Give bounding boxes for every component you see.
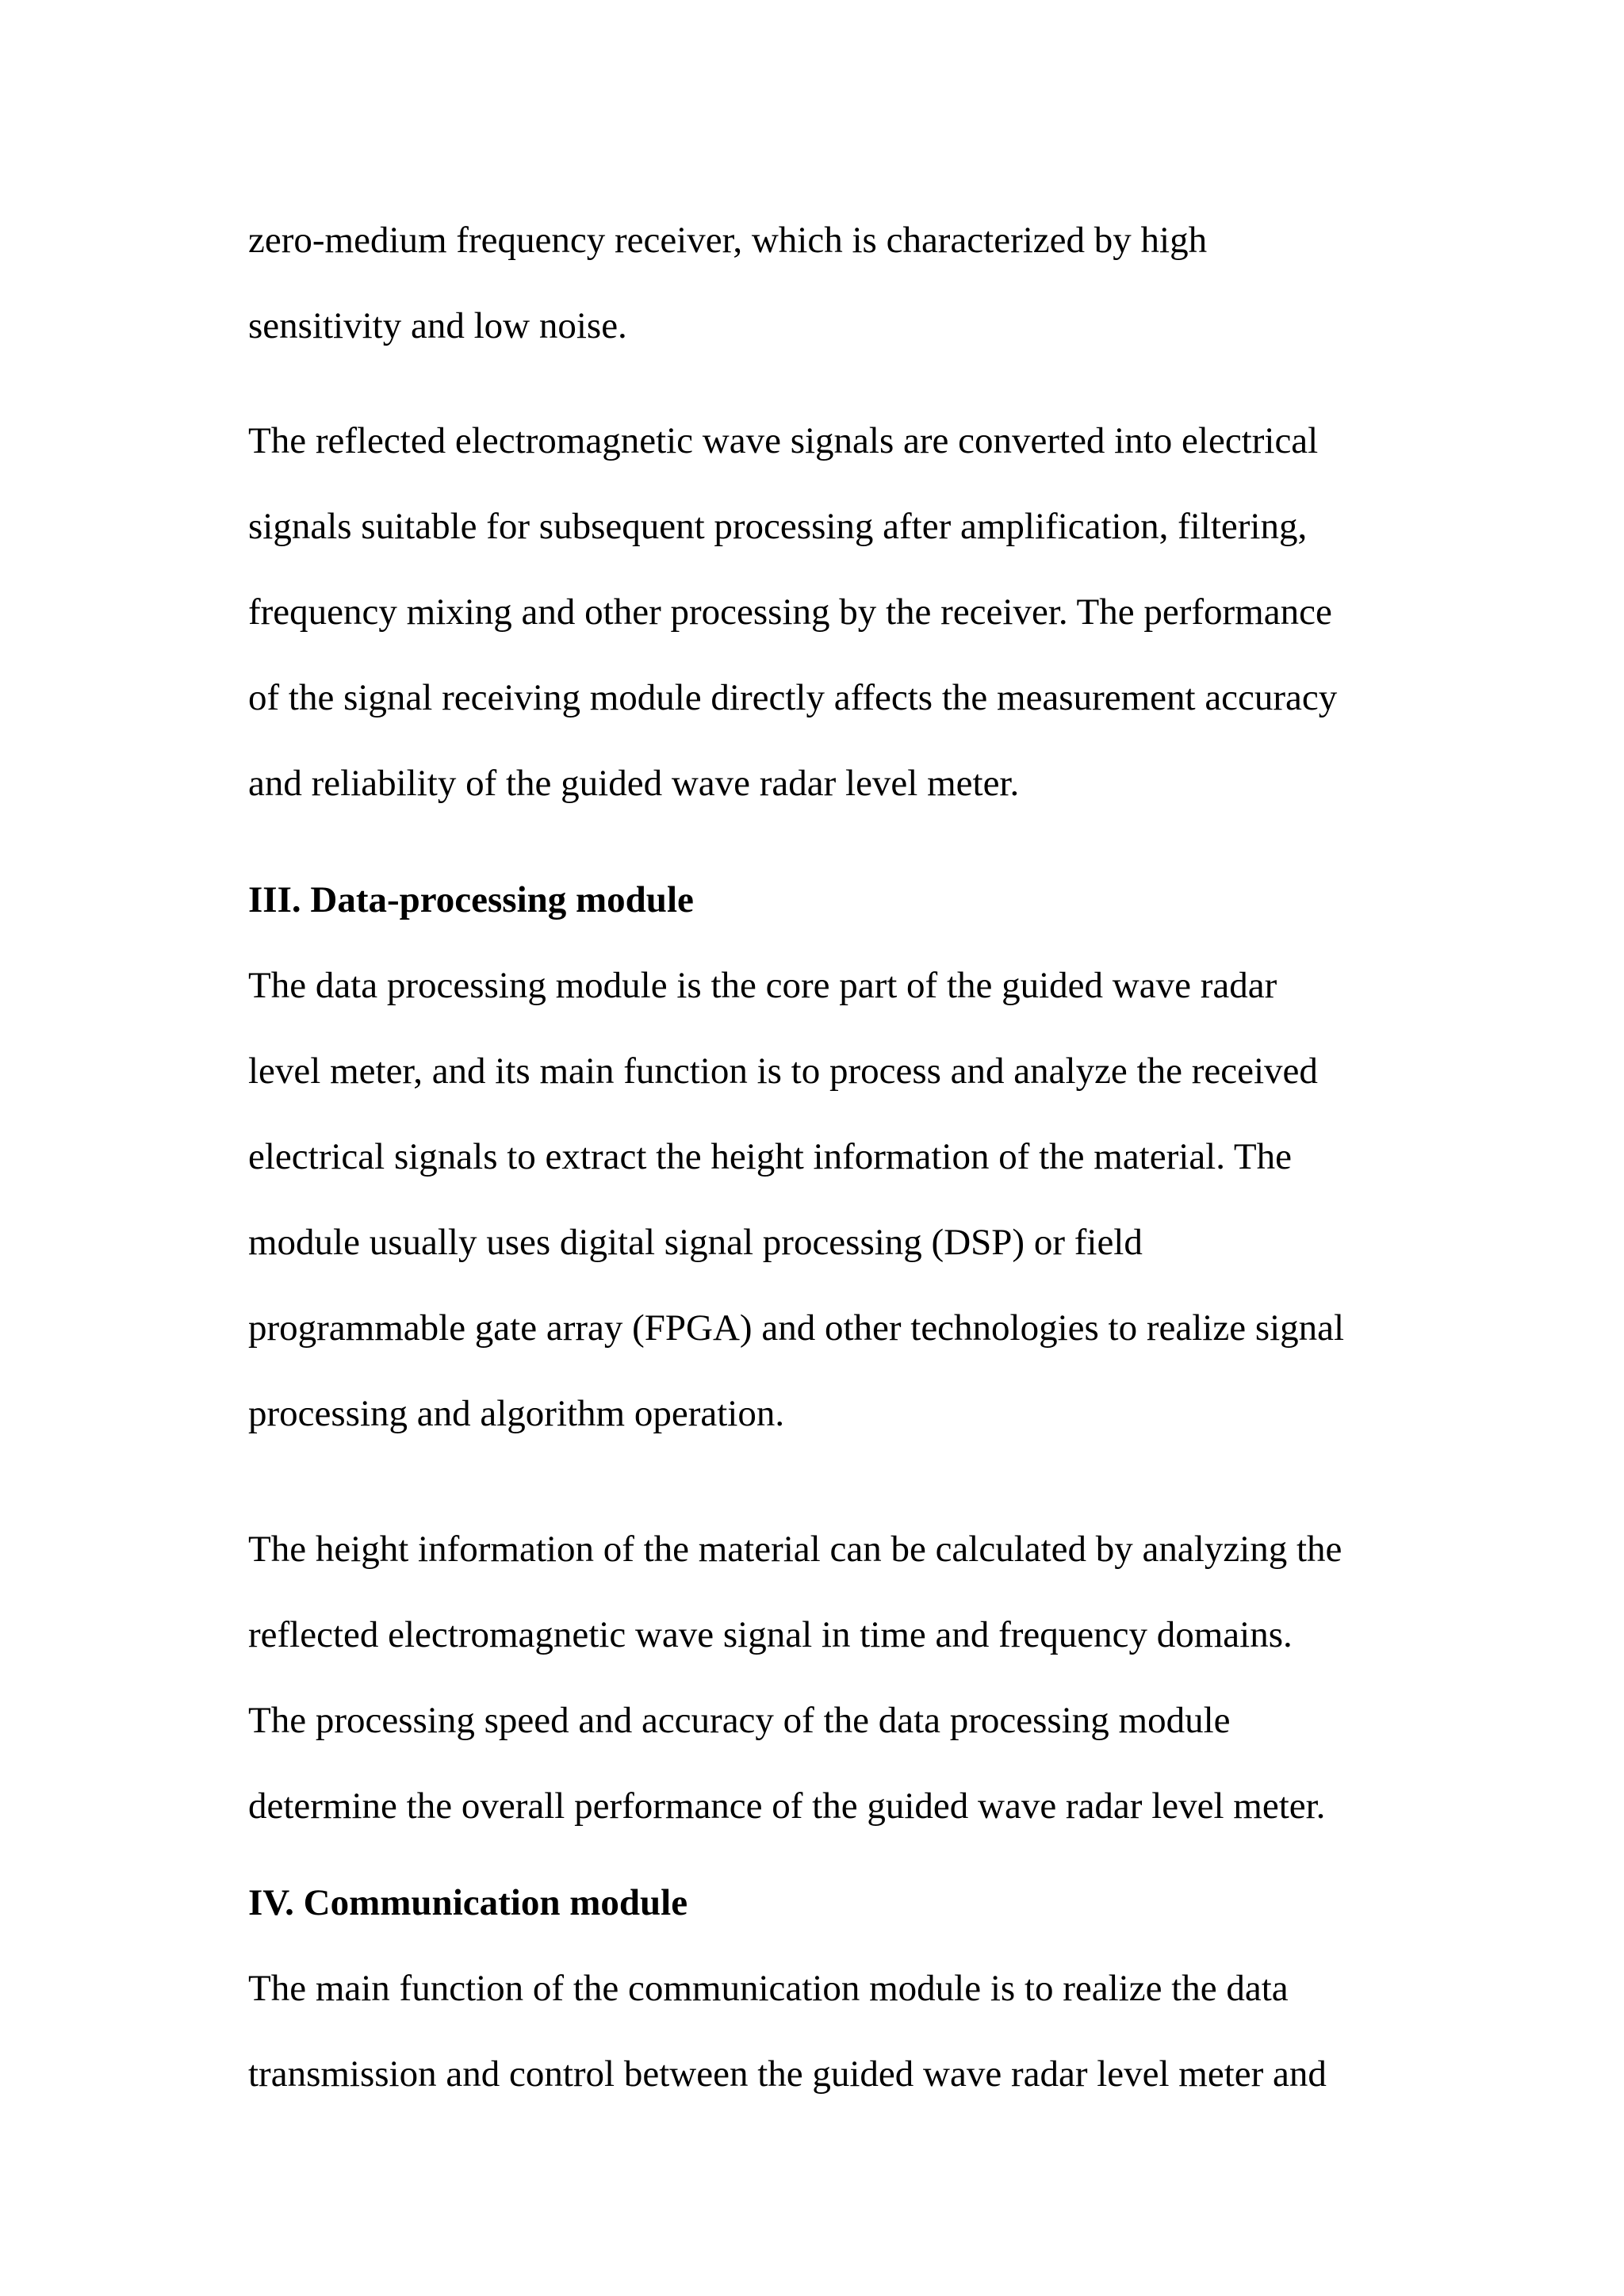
text-line: The processing speed and accuracy of the data processing module (248, 1700, 1231, 1741)
text-line: module usually uses digital signal processing (DSP) or field (248, 1222, 1143, 1263)
paragraph-communication-function (248, 1946, 1414, 2117)
text-line: zero-medium frequency receiver, which is characterized by high (248, 220, 1208, 261)
section-heading-data-processing: III. Data-processing module (248, 879, 694, 920)
text-line: The reflected electromagnetic wave signals are converted into electrical (248, 420, 1319, 461)
text-line: The data processing module is the core part of the guided wave radar (248, 965, 1277, 1006)
text-line: and reliability of the guided wave radar level meter. (248, 763, 1020, 804)
text-line: reflected electromagnetic wave signal in time and frequency domains. (248, 1614, 1293, 1655)
text-line: programmable gate array (FPGA) and other technologies to realize signal (248, 1307, 1345, 1349)
text-line: The height information of the material can be calculated by analyzing the (248, 1529, 1342, 1570)
text-line: frequency mixing and other processing by the receiver. The performance (248, 591, 1332, 633)
text-line: sensitivity and low noise. (248, 305, 627, 346)
text-line: electrical signals to extract the height information of the material. The (248, 1136, 1292, 1177)
paragraph-height-calculation (248, 1506, 1414, 1849)
paragraph-receiver-intro (248, 197, 1414, 369)
paragraph-signal-conversion (248, 398, 1414, 826)
text-line: The main function of the communication module is to realize the data (248, 1968, 1289, 2009)
text-line: transmission and control between the guided wave radar level meter and (248, 2053, 1327, 2095)
text-line: of the signal receiving module directly affects the measurement accuracy (248, 677, 1338, 718)
text-line: determine the overall performance of the guided wave radar level meter. (248, 1785, 1326, 1827)
section-heading-communication: IV. Communication module (248, 1882, 688, 1923)
text-line: signals suitable for subsequent processing after amplification, filtering, (248, 506, 1308, 547)
text-line: processing and algorithm operation. (248, 1393, 785, 1434)
text-line: level meter, and its main function is to process and analyze the received (248, 1050, 1318, 1092)
paragraph-data-processing-core (248, 943, 1414, 1456)
